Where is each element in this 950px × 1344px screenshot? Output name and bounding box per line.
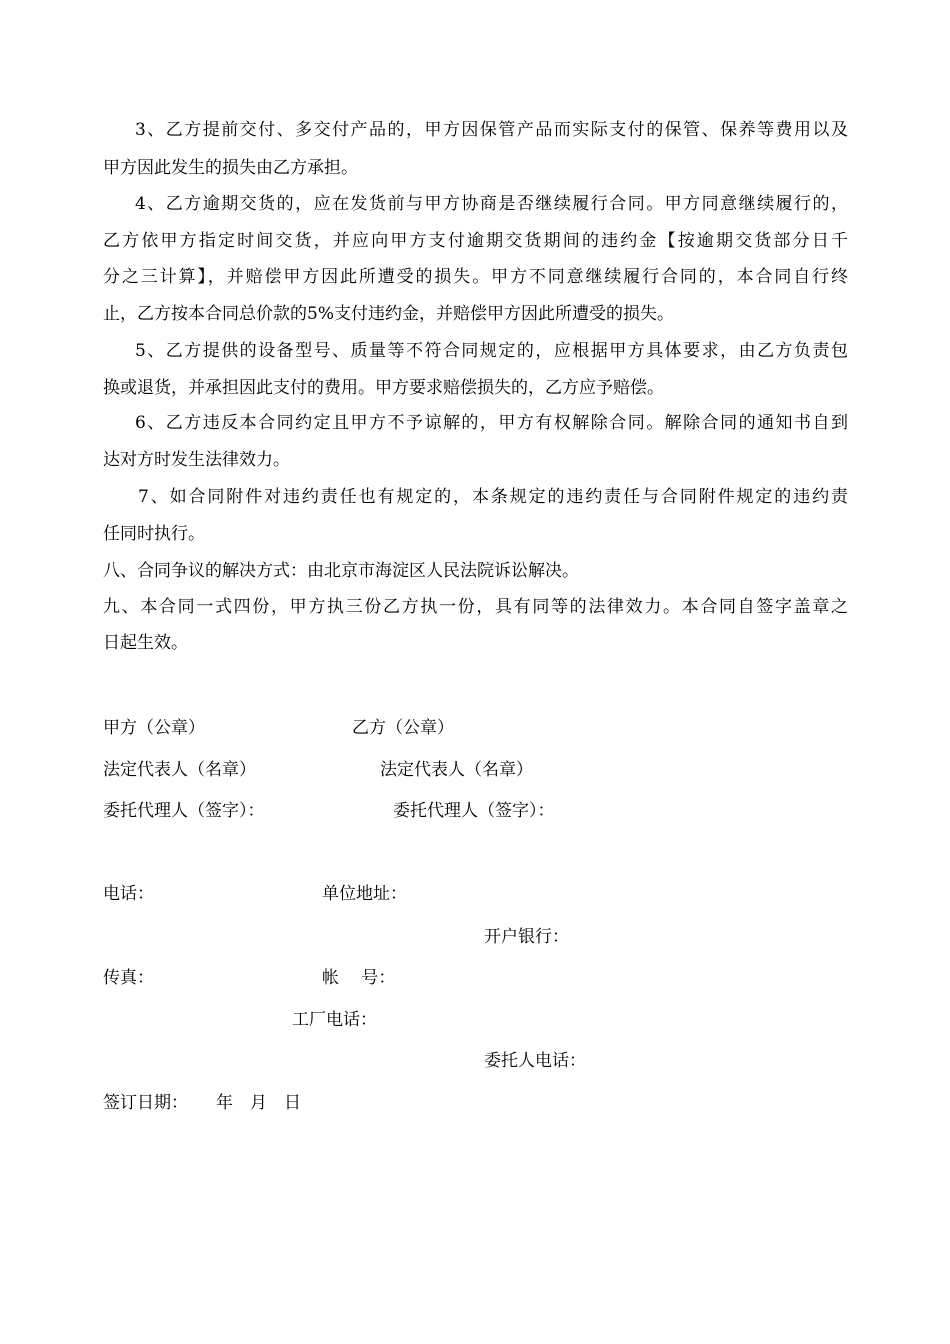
phone-label: 电话： (103, 884, 154, 904)
agent-phone-label: 委托人电话： (484, 1051, 586, 1071)
clause-6-line-2: 达对方时发生法律效力。 (103, 450, 290, 470)
party-a-seal: 甲方（公章） (103, 718, 205, 738)
party-b-agent: 委托代理人（签字）： (393, 801, 555, 821)
party-a-agent: 委托代理人（签字）： (103, 801, 265, 821)
clause-3-line-2: 甲方因此发生的损失由乙方承担。 (103, 158, 358, 178)
clause-4-line-4: 止，乙方按本合同总价款的5%支付违约金，并赔偿甲方因此所遭受的损失。 (103, 304, 674, 324)
factory-phone-label: 工厂电话： (292, 1010, 377, 1030)
address-label: 单位地址： (322, 884, 407, 904)
clause-7-line-1: 7、如合同附件对违约责任也有规定的，本条规定的违约责任与合同附件规定的违约责 (138, 487, 848, 507)
sign-date-label: 签订日期： (103, 1093, 188, 1113)
section-9-line-1: 九、本合同一式四份，甲方执三份乙方执一份，具有同等的法律效力。本合同自签字盖章之 (103, 597, 848, 617)
clause-5-line-2: 换或退货，并承担因此支付的费用。甲方要求赔偿损失的，乙方应予赔偿。 (103, 378, 664, 398)
clause-7-line-2: 任同时执行。 (103, 524, 205, 544)
clause-5-line-1: 5、乙方提供的设备型号、质量等不符合同规定的，应根据甲方具体要求，由乙方负责包 (135, 341, 848, 361)
clause-3-line-1: 3、乙方提前交付、多交付产品的，甲方因保管产品而实际支付的保管、保养等费用以及 (135, 120, 848, 140)
clause-6-line-1: 6、乙方违反本合同约定且甲方不予谅解的，甲方有权解除合同。解除合同的通知书自到 (135, 413, 848, 433)
sign-date-placeholder: 年 月 日 (216, 1093, 301, 1113)
section-8-dispute: 八、合同争议的解决方式：由北京市海淀区人民法院诉讼解决。 (103, 561, 579, 581)
clause-4-line-3: 分之三计算】，并赔偿甲方因此所遭受的损失。甲方不同意继续履行合同的，本合同自行终 (103, 267, 848, 287)
fax-label: 传真： (103, 968, 154, 988)
party-a-legal-rep: 法定代表人（名章） (103, 760, 256, 780)
party-b-seal: 乙方（公章） (352, 718, 454, 738)
clause-4-line-1: 4、乙方逾期交货的，应在发货前与甲方协商是否继续履行合同。甲方同意继续履行的， (135, 194, 848, 214)
account-label: 帐 号： (322, 968, 396, 988)
bank-label: 开户银行： (484, 927, 569, 947)
clause-4-line-2: 乙方依甲方指定时间交货，并应向甲方支付逾期交货期间的违约金【按逾期交货部分日千 (103, 231, 848, 251)
section-9-line-2: 日起生效。 (103, 633, 188, 653)
party-b-legal-rep: 法定代表人（名章） (380, 760, 533, 780)
